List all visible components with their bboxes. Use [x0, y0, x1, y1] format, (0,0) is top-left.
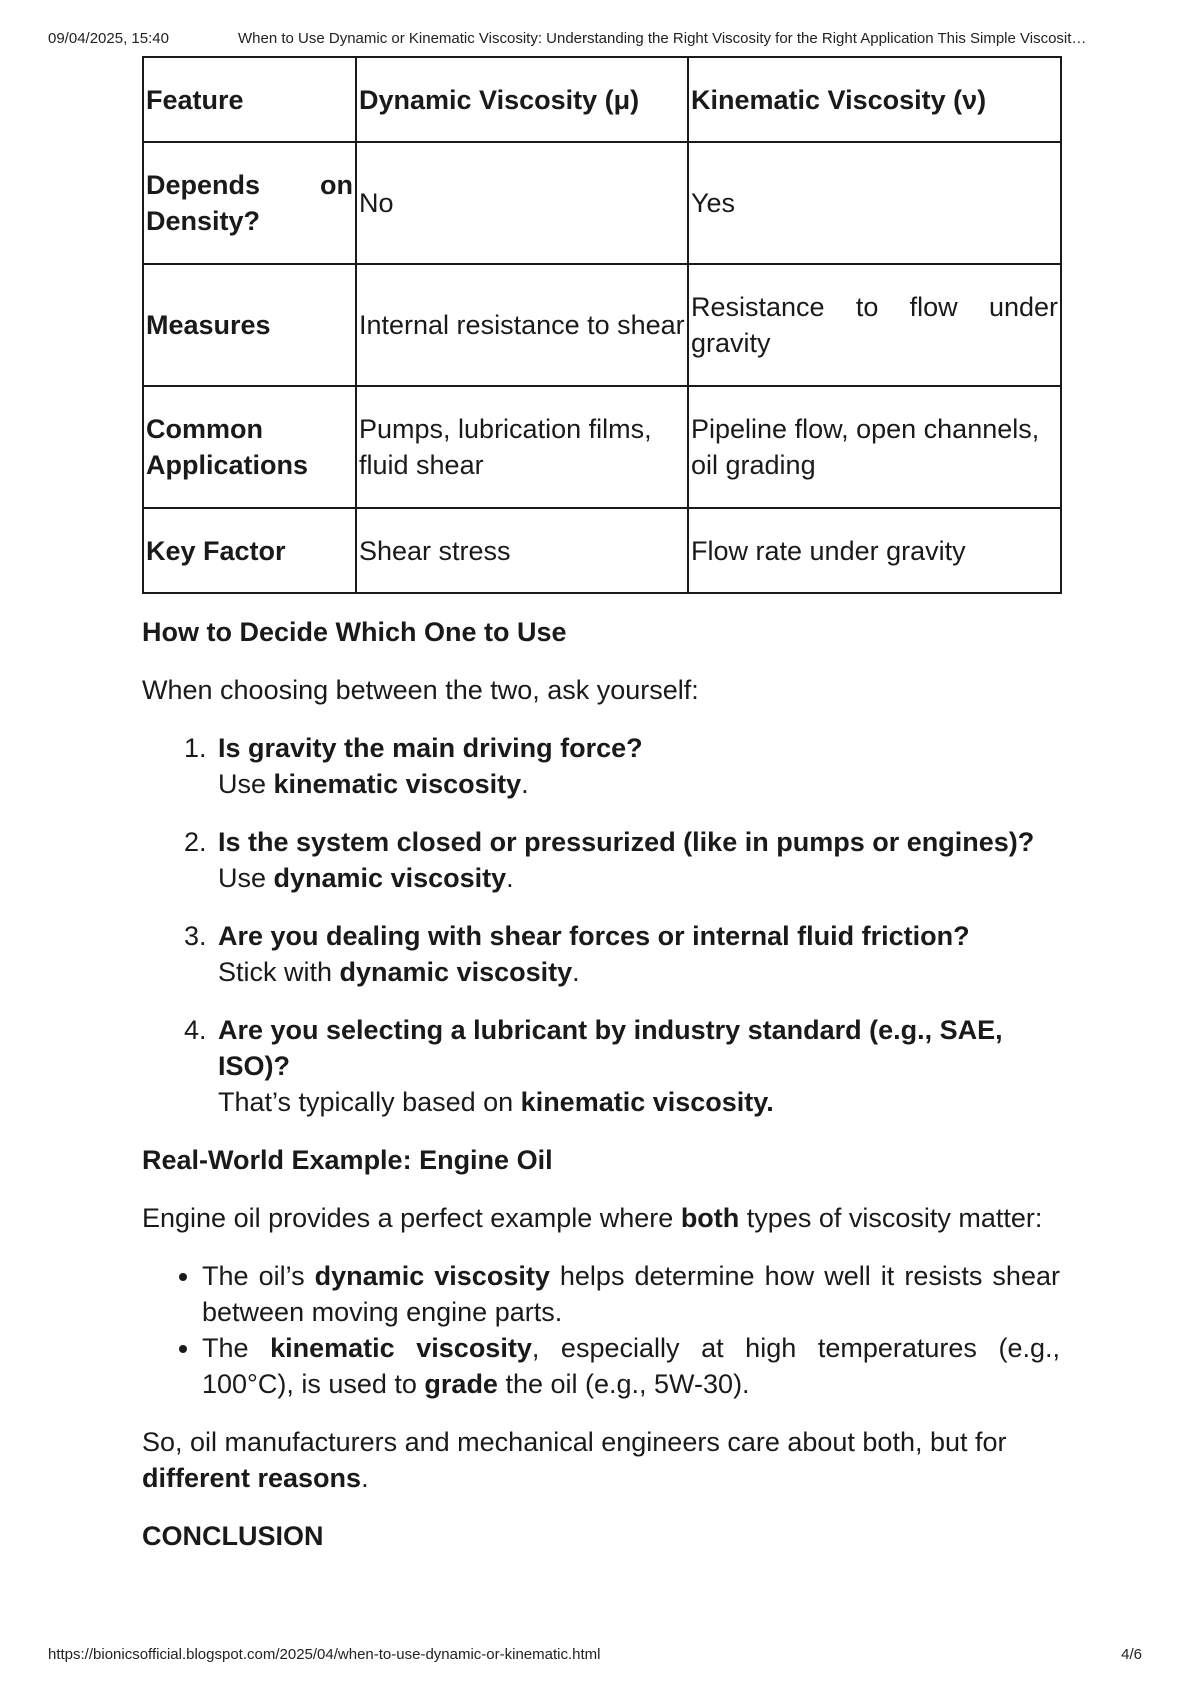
example-intro-emphasis: both	[680, 1203, 740, 1233]
table-cell: No	[356, 142, 688, 264]
table-header-cell: Dynamic Viscosity (μ)	[356, 57, 688, 142]
decide-answer-term: dynamic viscosity	[339, 957, 573, 987]
decide-intro: When choosing between the two, ask yourself:	[142, 675, 699, 705]
print-datetime: 09/04/2025, 15:40	[48, 30, 169, 47]
list-item	[214, 1012, 1060, 1120]
decide-question: Are you selecting a lubricant by industry standard (e.g., SAE, ISO)?	[218, 1015, 1003, 1081]
page-url: https://bionicsofficial.blogspot.com/2025/04/when-to-use-dynamic-or-kinematic.html	[48, 1646, 601, 1663]
list-item	[202, 1330, 1060, 1402]
table-cell: Yes	[688, 142, 1061, 264]
table-cell: Pumps, lubrication films, fluid shear	[356, 386, 688, 508]
engine-oil-list	[142, 1258, 1060, 1402]
table-row-label: Depends on Density?	[143, 142, 356, 264]
print-header	[48, 30, 1150, 52]
table-row-label: Common Applications	[143, 386, 356, 508]
section-heading-example: Real-World Example: Engine Oil	[142, 1145, 553, 1175]
section-heading-decide: How to Decide Which One to Use	[142, 617, 567, 647]
example-intro	[142, 1200, 1060, 1236]
decide-answer-text: .	[572, 957, 580, 987]
decide-question: Is the system closed or pressurized (like in pumps or engines)?	[218, 827, 1035, 857]
example-intro-text: types of viscosity matter:	[739, 1203, 1043, 1233]
article-content	[142, 56, 1060, 1554]
decide-question: Is gravity the main driving force?	[218, 733, 643, 763]
table-header-row	[143, 57, 1061, 142]
bullet-text: The	[202, 1333, 271, 1363]
decide-answer-text: Use	[218, 863, 274, 893]
table-cell: Flow rate under gravity	[688, 508, 1061, 593]
print-page-title: When to Use Dynamic or Kinematic Viscosity: Understanding the Right Viscosity for the Right Application This Simple Viscosit…	[238, 30, 1087, 47]
decide-answer-text: Use	[218, 769, 274, 799]
decide-answer-text: .	[521, 769, 529, 799]
table-cell: Internal resistance to shear	[356, 264, 688, 386]
example-intro-text: Engine oil provides a perfect example where	[142, 1203, 681, 1233]
list-item	[214, 918, 1060, 990]
table-row-label: Key Factor	[143, 508, 356, 593]
decide-answer-text: Stick with	[218, 957, 340, 987]
table-cell: Resistance to flow under gravity	[688, 264, 1061, 386]
page-number: 4/6	[1121, 1646, 1142, 1663]
bullet-text: helps determine how well it resists shear between moving engine parts.	[202, 1261, 1060, 1327]
section-heading-conclusion: CONCLUSION	[142, 1521, 324, 1551]
decide-list	[142, 730, 1060, 1120]
decide-answer-text: That’s typically based on	[218, 1087, 521, 1117]
table-row	[143, 508, 1061, 593]
table-header-cell: Kinematic Viscosity (ν)	[688, 57, 1061, 142]
table-row	[143, 386, 1061, 508]
bullet-text: The oil’s	[202, 1261, 315, 1291]
table-cell: Shear stress	[356, 508, 688, 593]
table-header-cell: Feature	[143, 57, 356, 142]
decide-answer-term: kinematic viscosity.	[520, 1087, 774, 1117]
viscosity-comparison-table	[142, 56, 1062, 594]
decide-answer-text: .	[506, 863, 514, 893]
table-row	[143, 142, 1061, 264]
bullet-term: dynamic viscosity	[314, 1261, 550, 1291]
bullet-term: kinematic viscosity	[270, 1333, 532, 1363]
example-summary	[142, 1424, 1060, 1496]
list-item	[202, 1258, 1060, 1330]
table-row-label: Measures	[143, 264, 356, 386]
table-row	[143, 264, 1061, 386]
bullet-text: , especially at high temperatures (e.g., 100°C), is used to	[202, 1333, 1061, 1399]
bullet-term: grade	[424, 1369, 498, 1399]
list-item	[214, 730, 1060, 802]
decide-answer-term: dynamic viscosity	[273, 863, 507, 893]
decide-answer-term: kinematic viscosity	[273, 769, 522, 799]
decide-question: Are you dealing with shear forces or internal fluid friction?	[218, 921, 970, 951]
summary-text: So, oil manufacturers and mechanical engineers care about both, but for	[142, 1427, 1007, 1457]
table-cell: Pipeline flow, open channels, oil grading	[688, 386, 1061, 508]
list-item	[214, 824, 1060, 896]
summary-emphasis: different reasons	[142, 1463, 362, 1493]
bullet-text: the oil (e.g., 5W-30).	[497, 1369, 750, 1399]
summary-text: .	[361, 1463, 369, 1493]
